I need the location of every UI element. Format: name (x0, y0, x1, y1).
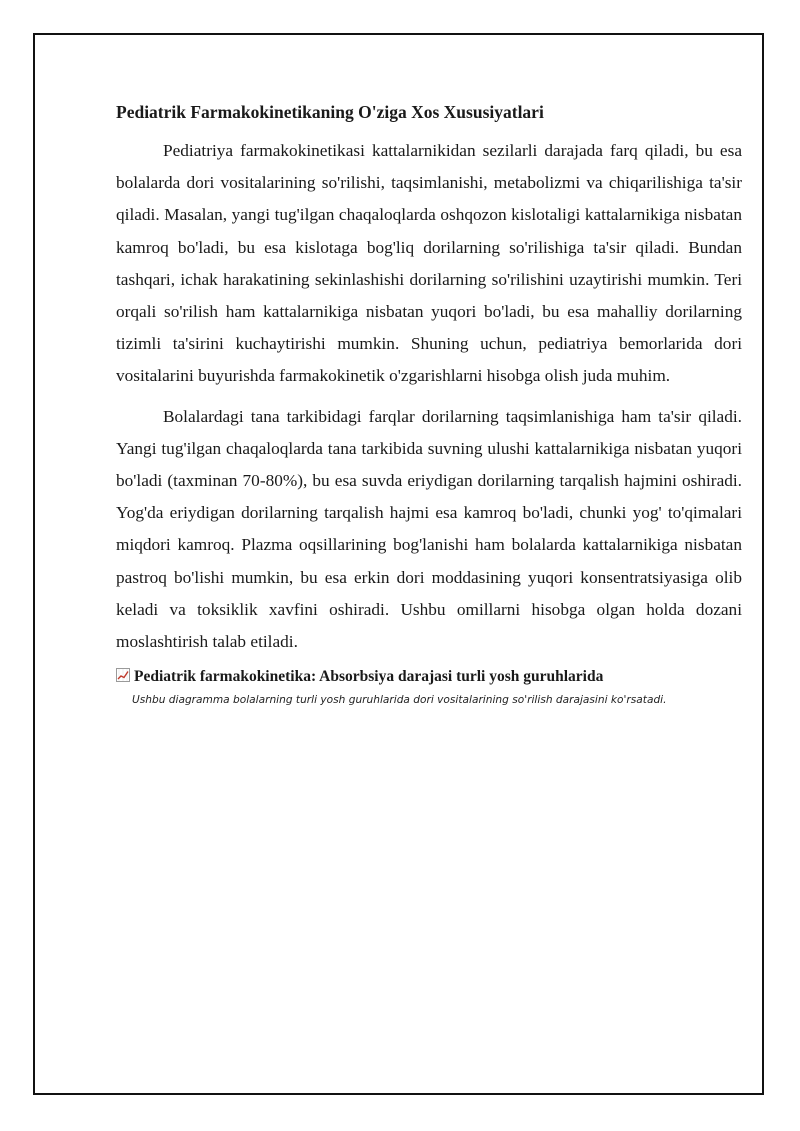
document-title: Pediatrik Farmakokinetikaning O'ziga Xos Xususiyatlari (116, 102, 544, 122)
paragraph: Pediatriya farmakokinetikasi kattalarnikidan sezilarli darajada farq qiladi, bu esa bolalarda dori vositalarining so'rilishi, taqsimlanishi, metabolizmi va chiqarilishiga ta'sir qiladi. Masalan, yangi tug'ilgan chaqaloqlarda oshqozon kislotaligi kattalarnikiga nisbatan kamroq bo'ladi, bu esa kislotaga bog'liq dorilarning so'rilishiga ta'sir qiladi. Bundan tashqari, ichak harakatining sekinlashishi dorilarning so'rilishini uzaytirishi mumkin. Teri orqali so'rilish ham kattalarnikiga nisbatan yuqori bo'ladi, bu esa mahalliy dorilarning tizimli ta'sirini kuchaytirishi mumkin. Shuning uchun, pediatriya bemorlarida dori vositalarini buyurishda farmakokinetik o'zgarishlarni hisobga olish juda muhim. (116, 141, 742, 386)
figure-heading-text: Pediatrik farmakokinetika: Absorbsiya darajasi turli yosh guruhlarida (134, 668, 604, 686)
figure-heading (116, 666, 742, 688)
paragraph: Bolalardagi tana tarkibidagi farqlar dorilarning taqsimlanishiga ham ta'sir qiladi. Yangi tug'ilgan chaqaloqlarda tana tarkibida suvning ulushi kattalarnikiga nisbatan yuqori bo'ladi (taxminan 70-80%), bu esa suvda eriydigan dorilarning tarqalish hajmini oshiradi. Yog'da eriydigan dorilarning tarqalish hajmi esa kamroq bo'ladi, chunki yog' to'qimalari miqdori kamroq. Plazma oqsillarining bog'lanishi ham bolalarda kattalarnikiga nisbatan pastroq bo'lishi mumkin, bu esa erkin dori moddasining yuqori konsentratsiyasiga olib keladi va toksiklik xavfini oshiradi. Ushbu omillarni hisobga olgan holda dozani moslashtirish talab etiladi. (116, 406, 742, 652)
chart-increasing-icon (116, 667, 130, 681)
figure-caption: Ushbu diagramma bolalarning turli yosh guruhlarida dori vositalarining so'rilish darajasini ko'rsatadi. (132, 694, 667, 707)
document-body (116, 99, 742, 708)
